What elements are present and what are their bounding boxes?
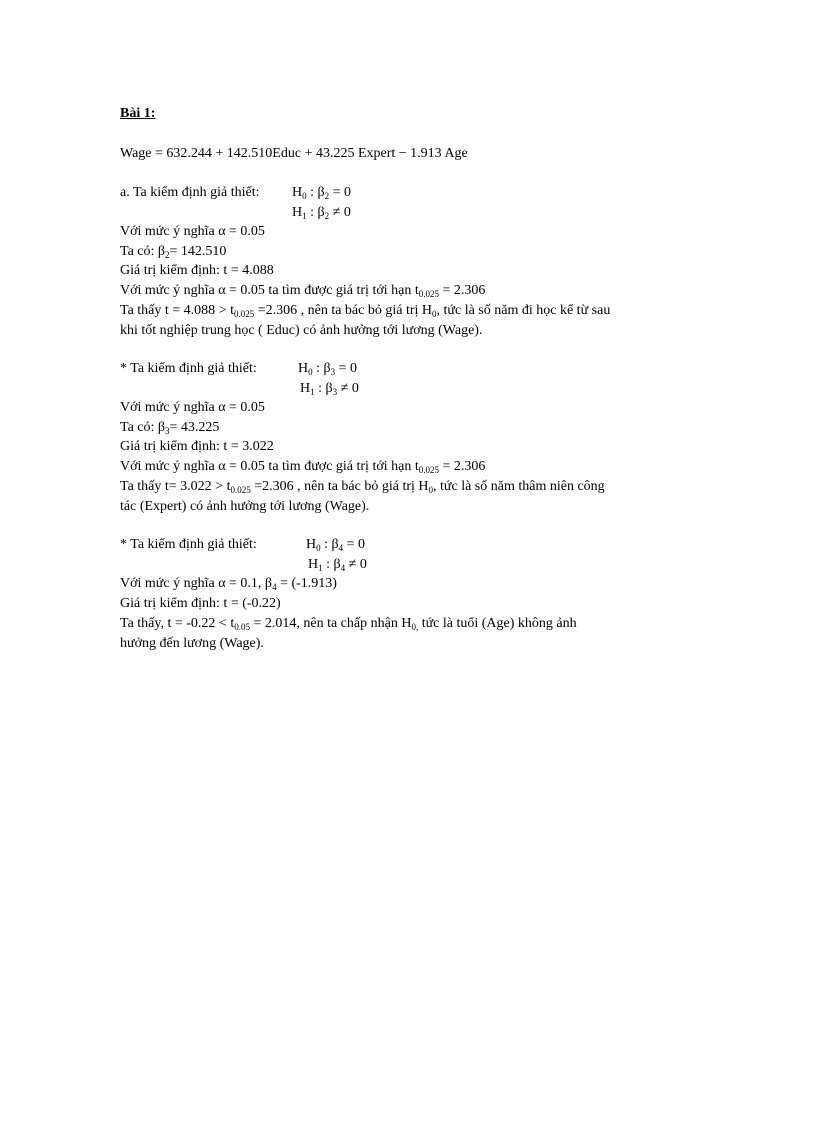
part-a-intro: a. Ta kiểm định giả thiết: bbox=[120, 185, 260, 200]
part-b-coefficient: Ta có: $\beta_3= 43.225$ bbox=[120, 420, 220, 436]
title-colon: : bbox=[150, 106, 156, 121]
part-a-critical: Với mức ý nghĩa α = 0.05 ta tìm được giá trị tới hạn $t_{0.025} = 2.306$ bbox=[120, 283, 486, 299]
part-c-intro: * Ta kiểm định giả thiết: bbox=[120, 537, 257, 552]
part-a-statistic: Giá trị kiểm định: t = 4.088 bbox=[120, 263, 274, 278]
part-c-statistic: Giá trị kiểm định: t = (-0.22) bbox=[120, 596, 281, 611]
regression-equation: Wage = 632.244 + 142.510Educ + 43.225 Expert − 1.913 Age bbox=[120, 146, 468, 161]
part-a-h0: $H_0$ : $\beta_2 = 0$ bbox=[292, 185, 352, 201]
part-c-alpha: Với mức ý nghĩa α = 0.1, $\beta_4 = (-1.913)$ bbox=[120, 576, 337, 592]
part-a-h1: $H_1$ : $\beta_2 \ne 0$ bbox=[292, 205, 351, 221]
part-b-statistic: Giá trị kiểm định: t = 3.022 bbox=[120, 439, 274, 454]
part-b-h0: $H_0$ : $\beta_3 = 0$ bbox=[298, 361, 358, 377]
part-c-h0: $H_0$ : $\beta_4 = 0$ bbox=[306, 537, 366, 553]
part-c-conclusion-line2: hưởng đến lương (Wage). bbox=[120, 636, 264, 651]
part-a-conclusion: Ta thấy $t = 4.088 > t_{0.025} =2.306$ , nên ta bác bỏ giá trị $H_0$, tức là số năm đi học kể từ sau bbox=[120, 303, 611, 319]
part-b-intro: * Ta kiểm định giả thiết: bbox=[120, 361, 257, 376]
part-b-conclusion: Ta thấy $t= 3.022 > t_{0.025} =2.306$ , nên ta bác bỏ giá trị $H_0$, tức là số năm thâm niên công bbox=[120, 479, 605, 495]
title-text: Bài 1 bbox=[120, 106, 151, 121]
part-b-critical: Với mức ý nghĩa α = 0.05 ta tìm được giá trị tới hạn $t_{0.025} = 2.306$ bbox=[120, 459, 486, 475]
part-a-conclusion-line2: khi tốt nghiệp trung học ( Educ) có ảnh hưởng tới lương (Wage). bbox=[120, 323, 483, 338]
part-a-alpha: Với mức ý nghĩa α = 0.05 bbox=[120, 224, 265, 239]
part-c-conclusion: Ta thấy, $t = -0.22 < t_{0.05} = 2.014$, nên ta chấp nhận $H_{0,}$ tức là tuổi (Age) không ảnh bbox=[120, 616, 577, 632]
part-b-conclusion-line2: tác (Expert) có ảnh hưởng tới lương (Wage). bbox=[120, 499, 370, 514]
page-title bbox=[120, 105, 155, 123]
part-b-alpha: Với mức ý nghĩa α = 0.05 bbox=[120, 400, 265, 415]
part-a-coefficient: Ta có: $\beta_2= 142.510$ bbox=[120, 244, 227, 260]
part-c-h1: $H_1$ : $\beta_4 \ne 0$ bbox=[308, 557, 367, 573]
part-b-h1: $H_1$ : $\beta_3 \ne 0$ bbox=[300, 381, 359, 397]
